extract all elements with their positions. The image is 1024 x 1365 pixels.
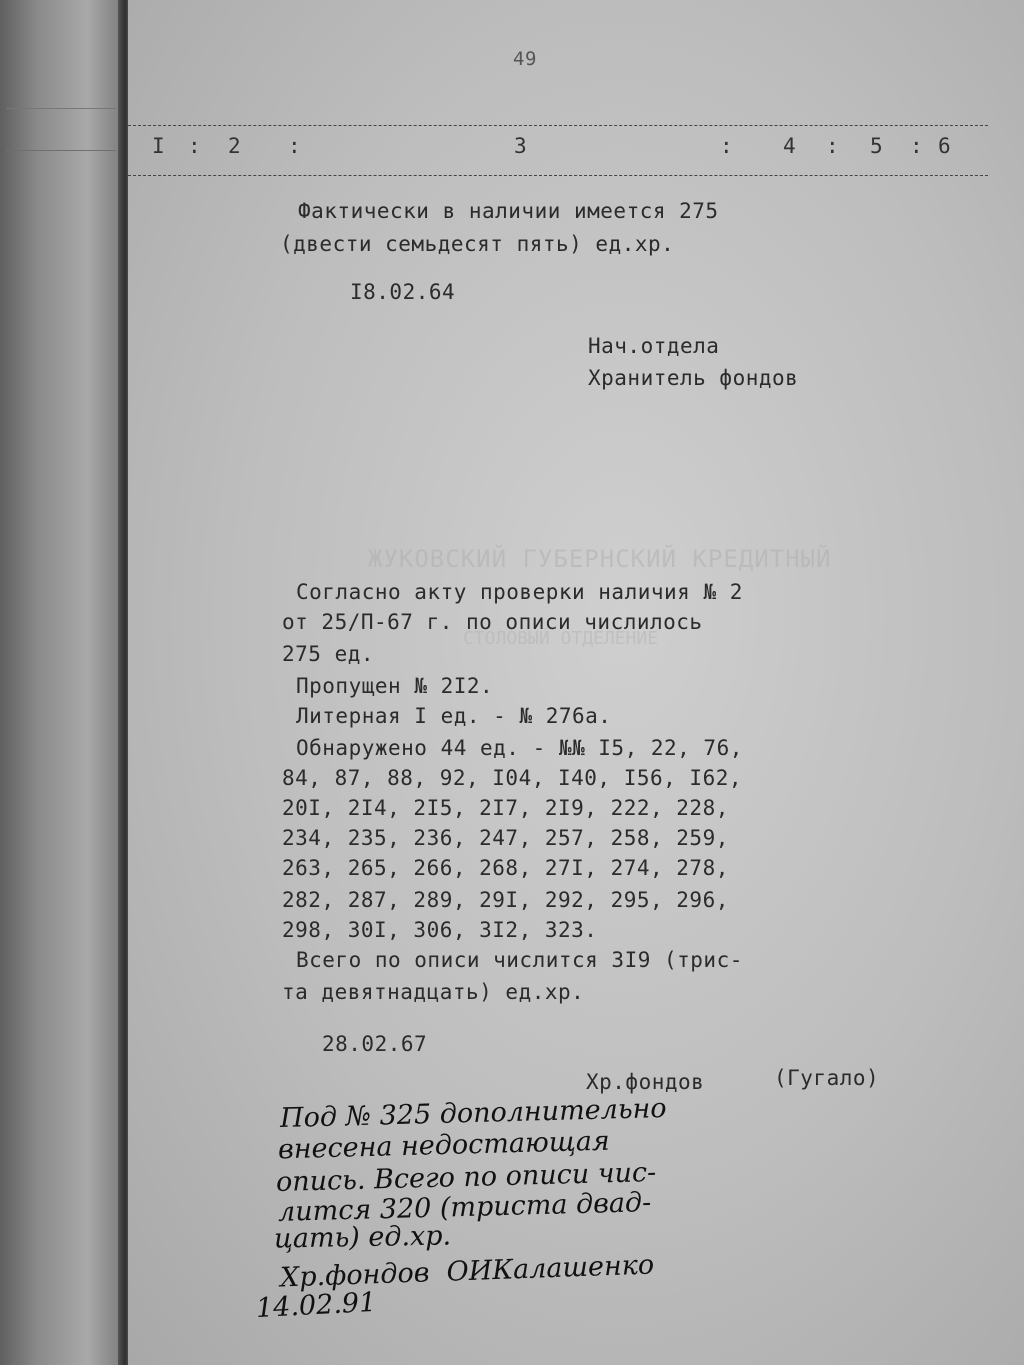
header-sep: :	[288, 134, 301, 158]
document-page	[128, 0, 1024, 1365]
handwritten-line: цать) ед.хр.	[273, 1220, 452, 1255]
entry2-line: 20I, 2I4, 2I5, 2I7, 2I9, 222, 228,	[282, 796, 729, 820]
entry2-line: Согласно акту проверки наличия № 2	[296, 580, 743, 604]
header-rule-top	[128, 125, 988, 126]
handwritten-signature-line: Хр.фондов ОИКалашенко	[279, 1249, 655, 1294]
faded-bleedthrough-subtitle: СТОЛОВЫЙ ОТДЕЛЕНИЕ	[463, 628, 659, 649]
entry2-line: Всего по описи числится 3I9 (трис-	[296, 948, 743, 972]
entry2-line: Литерная I ед. - № 276а.	[296, 704, 612, 728]
entry1-line: (двести семьдесят пять) ед.хр.	[280, 232, 675, 256]
handwritten-line: внесена недостающая	[277, 1125, 611, 1166]
facing-page-rule	[6, 108, 116, 109]
entry2-line: 263, 265, 266, 268, 27I, 274, 278,	[282, 856, 729, 880]
header-col-5: 5	[870, 134, 883, 158]
header-col-2: 2	[228, 134, 241, 158]
handwritten-line: Под № 325 дополнительно	[279, 1092, 667, 1135]
header-sep: :	[188, 134, 201, 158]
entry2-line: 282, 287, 289, 29I, 292, 295, 296,	[282, 888, 729, 912]
entry1-line: Фактически в наличии имеется 275	[298, 199, 719, 223]
entry2-line: 84, 87, 88, 92, I04, I40, I56, I62,	[282, 766, 743, 790]
entry2-date: 28.02.67	[322, 1032, 428, 1056]
header-sep: :	[826, 134, 839, 158]
facing-page-edge	[0, 0, 125, 1365]
header-col-4: 4	[783, 134, 796, 158]
entry1-position: Нач.отдела	[588, 334, 720, 358]
entry2-line: от 25/П-67 г. по описи числилось	[282, 610, 703, 634]
entry1-date: I8.02.64	[350, 280, 456, 304]
header-rule-bottom	[128, 175, 988, 176]
entry2-line: 298, 30I, 306, 3I2, 323.	[282, 918, 598, 942]
handwritten-line: опись. Всего по описи чис-	[275, 1157, 657, 1198]
entry1-position: Хранитель фондов	[588, 366, 799, 390]
entry2-line: 234, 235, 236, 247, 257, 258, 259,	[282, 826, 729, 850]
entry2-line: Пропущен № 2I2.	[296, 674, 494, 698]
handwritten-date: 14.02.91	[255, 1286, 377, 1325]
handwritten-line: лится 320 (триста двад-	[277, 1187, 652, 1228]
header-col-1: I	[152, 134, 165, 158]
entry2-line: та девятнадцать) ед.хр.	[282, 980, 585, 1004]
page-number: 49	[513, 48, 537, 70]
entry2-line: Обнаружено 44 ед. - №№ I5, 22, 76,	[296, 736, 743, 760]
facing-page-rule	[6, 150, 116, 151]
header-sep: :	[720, 134, 733, 158]
entry2-line: 275 ед.	[282, 642, 375, 666]
header-col-3: 3	[514, 134, 527, 158]
entry2-position: Хр.фондов	[586, 1070, 705, 1094]
entry2-signer-name: (Гугало)	[774, 1066, 880, 1090]
header-sep: :	[910, 134, 923, 158]
faded-bleedthrough-title: ЖУКОВСКИЙ ГУБЕРНСКИЙ КРЕДИТНЫЙ	[368, 545, 832, 573]
header-col-6: 6	[938, 134, 951, 158]
